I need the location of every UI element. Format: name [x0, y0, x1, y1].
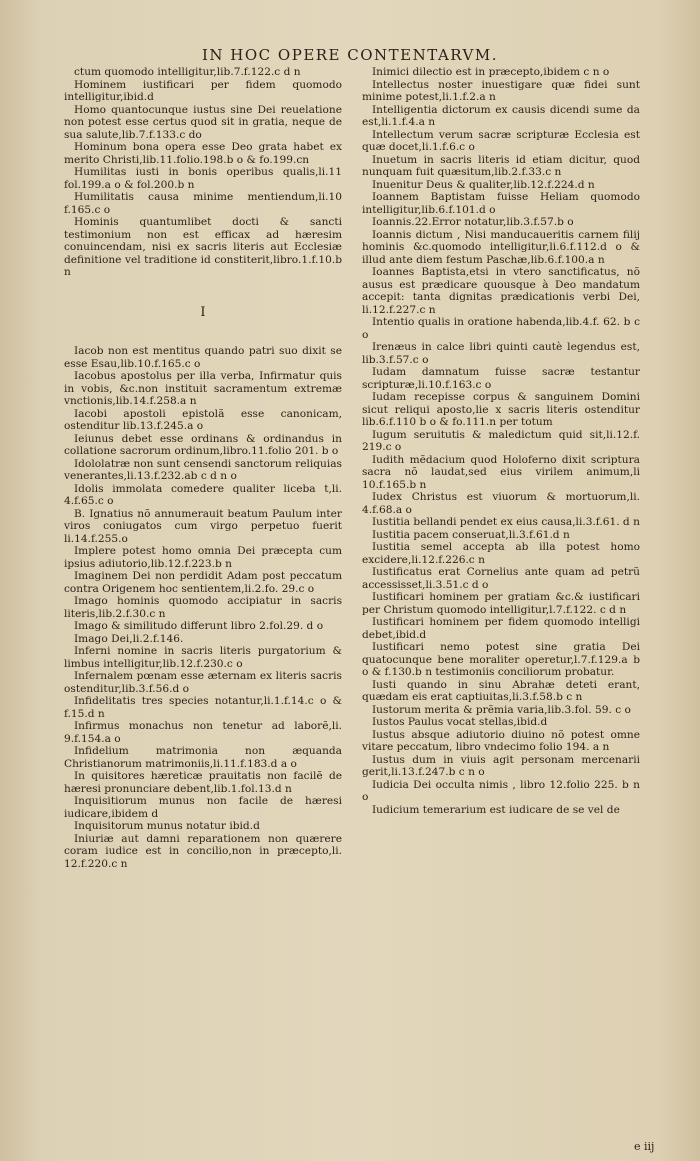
index-entry: Iustificari hominem per gratiam &c.& iustificari per Christum quomodo intelligitur,l.7.f.122. c d n	[362, 591, 640, 616]
index-entry: Iustus dum in viuis agit personam mercenarii gerit,li.13.f.247.b c n o	[362, 753, 640, 778]
index-entry: Iacob non est mentitus quando patri suo dixit se esse Esau,lib.10.f.165.c o	[64, 345, 342, 370]
index-entry: Iudicia Dei occulta nimis , libro 12.folio 225. b n o	[362, 778, 640, 803]
signature-mark: e iij	[634, 1140, 655, 1153]
index-entry: Humilitatis causa minime mentiendum,li.10 f.165.c o	[64, 191, 342, 216]
page-header: IN HOC OPERE CONTENTARVM.	[201, 46, 498, 64]
index-entry: Inquisitiorum munus non facile de hæresi iudicare,ibidem d	[64, 795, 342, 820]
index-entry: Intelligentia dictorum ex causis dicendi sume da est,li.1.f.4.a n	[362, 103, 640, 128]
index-entry: Iustificari nemo potest sine gratia Dei quatocunque bene moraliter operetur,l.7.f.129.a b o & f.130.b n testimoniis conciliorum probatur.	[362, 641, 640, 678]
index-entry: Ioannis dictum , Nisi manducaueritis carnem filij hominis &c.quomodo intelligitur,li.6.f.112.d o & illud ante diem festum Paschæ,lib.6.f.100.a n	[362, 228, 640, 266]
index-entry: Hominem iustificari per fidem quomodo intelligitur,ibid.d	[64, 78, 342, 103]
index-entry: Iustificari hominem per fidem quomodo intelligi debet,ibid.d	[362, 616, 640, 641]
index-entry: Intentio qualis in oratione habenda,lib.4.f. 62. b c o	[362, 316, 640, 341]
index-entry: Humilitas iusti in bonis operibus qualis,li.11 fol.199.a o & fol.200.b n	[64, 166, 342, 191]
index-entry: Iudith mẽdacium quod Holoferno dixit scriptura sacra nõ laudat,sed eius virilem animum,li 10.f.165.b n	[362, 453, 640, 491]
index-entry: Iudex Christus est viuorum & mortuorum,li. 4.f.68.a o	[362, 491, 640, 516]
index-entry: Ioannes Baptista,etsi in vtero sanctificatus, nõ ausus est prædicare quousque à Deo mandatum accepit: tanta dignitas prædicationis verbi Dei, li.12.f.227.c n	[362, 266, 640, 316]
index-entry: Inimici dilectio est in præcepto,ibidem c n o	[372, 66, 610, 78]
index-entry: Ioannis.22.Error notatur,lib.3.f.57.b o	[372, 216, 574, 228]
left-column	[64, 66, 342, 870]
index-entry: Irenæus in calce libri quinti cautè legendus est, lib.3.f.57.c o	[362, 341, 640, 366]
index-entry: Iustitia pacem conseruat,li.3.f.61.d n	[372, 528, 570, 541]
index-entry: Iniuriæ aut damni reparationem non quærere coram iudice est in concilio,non in præcepto,li. 12.f.220.c n	[64, 832, 342, 870]
index-entry: Imago hominis quomodo accipiatur in sacris literis,lib.2.f.30.c n	[64, 595, 342, 620]
section-letter: I	[200, 304, 206, 320]
index-entry: Idololatræ non sunt censendi sanctorum reliquias venerantes,li.13.f.232.ab c d n o	[64, 457, 342, 482]
index-entry: Idolis immolata comedere qualiter liceba t,li. 4.f.65.c o	[64, 482, 342, 507]
index-entry: Inquisitorum munus notatur ibid.d	[74, 820, 260, 832]
index-entry: Iudam damnatum fuisse sacræ testantur scripturæ,li.10.f.163.c o	[362, 366, 640, 391]
index-entry: Infirmus monachus non tenetur ad laborẽ,li. 9.f.154.a o	[64, 720, 342, 745]
index-entry: Iustos Paulus vocat stellas,ibid.d	[372, 716, 548, 728]
index-entry: Imago Dei,li.2.f.146.	[74, 632, 184, 645]
index-entry: Inuenitur Deus & qualiter,lib.12.f.224.d n	[372, 178, 595, 191]
index-entry: Infidelitatis tres species notantur,li.1.f.14.c o & f.15.d n	[64, 695, 342, 720]
right-column	[362, 66, 640, 816]
index-entry: Inuetum in sacris literis id etiam dicitur, quod nunquam fuit quæsitum,lib.2.f.33.c n	[362, 153, 640, 178]
index-entry: Iacobus apostolus per illa verba, Infirmatur quis in vobis, &c.non instituit sacramentum extremæ vnctionis,lib.14.f.258.a n	[64, 370, 342, 407]
index-entry: Infernalem pœnam esse æternam ex literis sacris ostenditur,lib.3.f.56.d o	[64, 670, 342, 695]
index-entry: Inferni nomine in sacris literis purgatorium & limbus intelligitur,lib.12.f.230.c o	[64, 645, 342, 670]
index-entry: Iacobi apostoli epistolã esse canonicam, ostenditur lib.13.f.245.a o	[64, 407, 342, 432]
index-entry: Iudicium temerarium est iudicare de se vel de	[372, 803, 620, 816]
index-entry: Iustus absque adiutorio diuino nõ potest omne vitare peccatum, libro vndecimo folio 194. a n	[362, 728, 640, 753]
index-entry: Implere potest homo omnia Dei præcepta cum ipsius adiutorio,lib.12.f.223.b n	[64, 545, 342, 570]
index-entry: Iudam recepisse corpus & sanguinem Domini sicut reliqui aposto,lie x sacris literis ostenditur lib.6.f.110 b o & fo.111.n per totum	[362, 391, 640, 428]
index-entry: Hominum bona opera esse Deo grata habet ex merito Christi,lib.11.folio.198.b o & fo.199.cn	[64, 141, 342, 166]
index-entry: ctum quomodo intelligitur,lib.7.f.122.c d n	[74, 66, 301, 78]
index-entry: Homo quantocunque iustus sine Dei reuelatione non potest esse certus quod sit in gratia, neque de sua salute,lib.7.f.133.c do	[64, 103, 342, 141]
index-entry: Iustificatus erat Cornelius ante quam ad petrũ accessisset,li.3.51.c d o	[362, 566, 640, 591]
index-entry: Hominis quantumlibet docti & sancti testimonium non est efficax ad hæresim conuincendam, nisi ex sacris literis aut Ecclesiæ definitione vel traditione id constiterit,libro.1.f.10.b n	[64, 216, 342, 278]
index-entry: Iustitia semel accepta ab illa potest homo excidere,li.12.f.226.c n	[362, 541, 640, 566]
index-entry: B. Ignatius nõ annumerauit beatum Paulum inter viros coniugatos cum virgo perpetuo fuerit li.14.f.255.o	[64, 507, 342, 545]
index-entry: Iugum seruitutis & maledictum quid sit,li.12.f. 219.c o	[362, 428, 640, 453]
index-entry: Iusti quando in sinu Abrahæ deteti erant, quædam eis erat captiuitas,li.3.f.58.b c n	[362, 678, 640, 703]
index-entry: Intellectus noster inuestigare quæ fidei sunt minime potest,li.1.f.2.a n	[362, 78, 640, 103]
index-entry: In quisitores hæreticæ prauitatis non facilẽ de hæresi pronunciare debent,lib.1.fol.13.d n	[64, 770, 342, 795]
index-entry: Iustitia bellandi pendet ex eius causa,li.3.f.61. d n	[372, 516, 640, 528]
index-entry: Ioannem Baptistam fuisse Heliam quomodo intelligitur,lib.6.f.101.d o	[362, 191, 640, 216]
index-entry: Imago & similitudo differunt libro 2.fol.29. d o	[74, 620, 324, 632]
index-entry: Intellectum verum sacræ scripturæ Ecclesia est quæ docet,li.1.f.6.c o	[362, 128, 640, 153]
index-entry: Ieiunus debet esse ordinans & ordinandus in collatione sacrorum ordinum,libro.11.folio 201. b o	[64, 432, 342, 457]
index-entry: Infidelium matrimonia non æquanda Christianorum matrimoniis,li.11.f.183.d a o	[64, 745, 342, 770]
index-entry: Imaginem Dei non perdidit Adam post peccatum contra Origenem hoc sentientem,li.2.fo. 29.c o	[64, 570, 342, 595]
index-entry: Iustorum merita & prẽmia varia,lib.3.fol. 59. c o	[372, 703, 631, 716]
